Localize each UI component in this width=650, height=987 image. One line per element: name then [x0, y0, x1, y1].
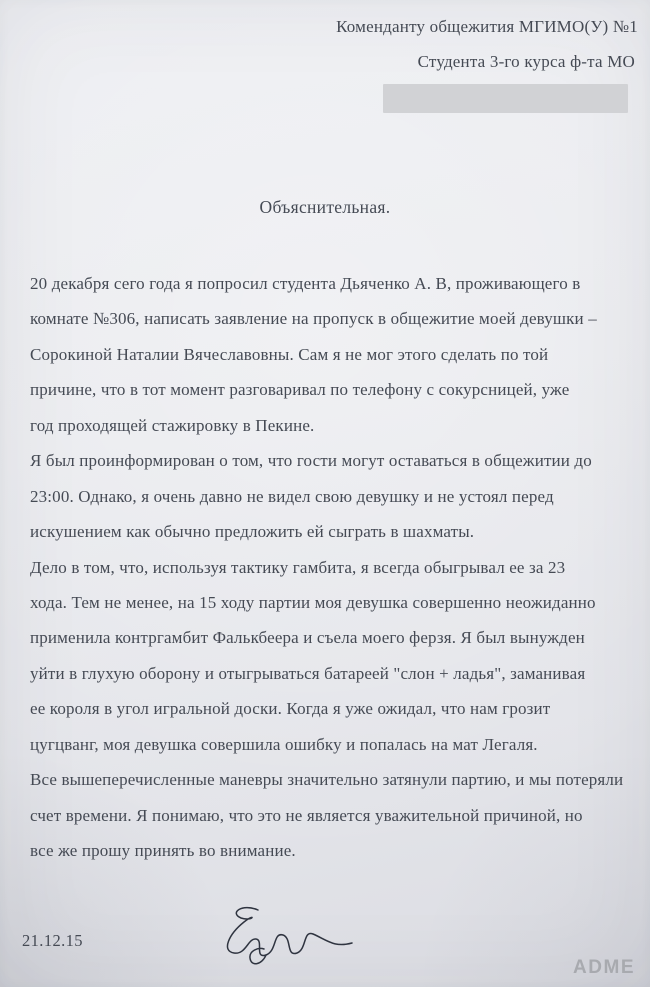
document-title: Объяснительная.	[259, 197, 391, 217]
body-line: все же прошу принять во внимание.	[30, 841, 296, 860]
body-line: Я был проинформирован о том, что гости могут оставаться в общежитии до	[30, 451, 592, 471]
body-line: счет времени. Я понимаю, что это не является уважительной причиной, но	[30, 805, 583, 825]
body-line: Все вышеперечисленные маневры значительно затянули партию, и мы потеряли	[30, 770, 624, 790]
body-line: год проходящей стажировку в Пекине.	[30, 415, 315, 435]
body-line: искушением как обычно предложить ей сыграть в шахматы.	[30, 522, 475, 542]
body-line: уйти в глухую оборону и отыгрываться батареей "слон + ладья", заманивая	[30, 663, 586, 683]
body-line: Сорокиной Наталии Вячеславовны. Сам я не мог этого сделать по той	[30, 344, 549, 364]
body-line: Дело в том, что, используя тактику гамбита, я всегда обыгрывал ее за 23	[30, 557, 566, 577]
header-recipient-line: Коменданту общежития МГИМО(У) №1	[336, 17, 638, 36]
adme-watermark: ADME	[573, 957, 635, 978]
body-line: комнате №306, написать заявление на пропуск в общежитие моей девушки –	[30, 309, 597, 329]
body-line: 20 декабря сего года я попросил студента Дьяченко А. В, проживающего в	[30, 274, 581, 293]
body-line: цугцванг, моя девушка совершила ошибку и попалась на мат Легаля.	[30, 734, 538, 754]
redacted-name-bar	[383, 84, 628, 113]
body-line: применила контргамбит Фалькбеера и съела моего ферзя. Я был вынужден	[30, 628, 585, 648]
header-student-line: Студента 3-го курса ф-та МО	[417, 52, 635, 71]
body-line: 23:00. Однако, я очень давно не видел свою девушку и не устоял перед	[30, 486, 554, 506]
body-line: причине, что в тот момент разговаривал по телефону с сокурсницей, уже	[30, 380, 570, 400]
date-text: 21.12.15	[22, 931, 83, 950]
signature-scribble-icon	[196, 903, 354, 969]
document-body	[30, 266, 642, 868]
body-line: ее короля в угол игральной доски. Когда я уже ожидал, что нам грозит	[30, 699, 551, 719]
body-line: хода. Тем не менее, на 15 ходу партии моя девушка совершенно неожиданно	[30, 592, 596, 612]
